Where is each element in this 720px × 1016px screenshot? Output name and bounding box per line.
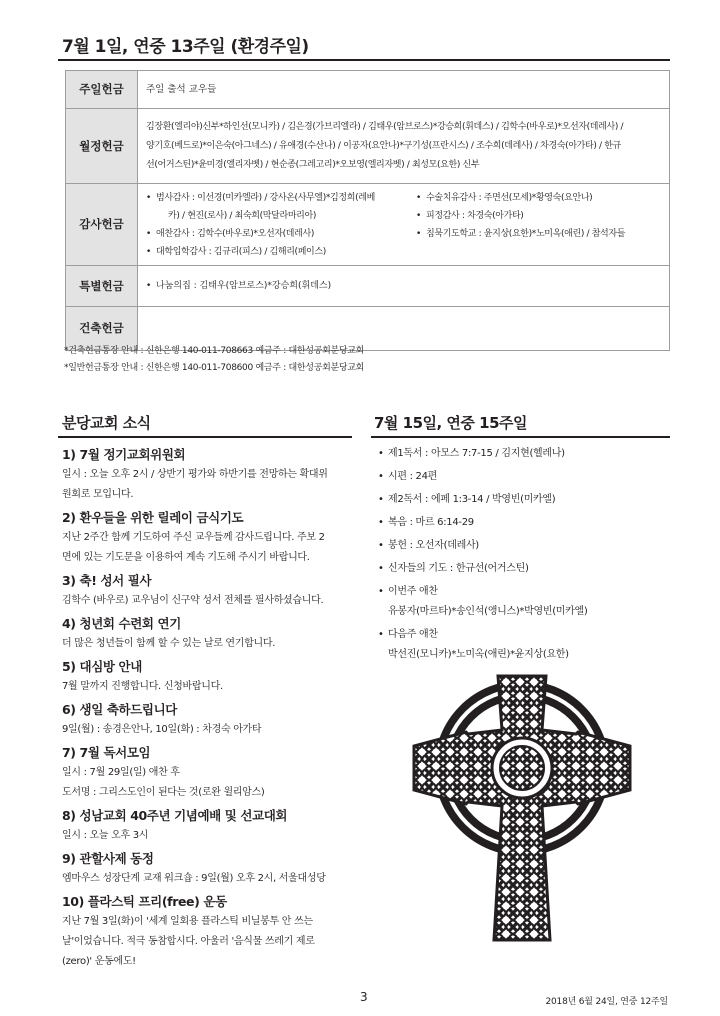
thanks-entry: • 애찬감사 : 김학수(바우로)*오선자(데레사) [146,225,416,243]
news-text: 일시 : 오늘 오후 3시 [62,830,149,841]
news-text: 일시 : 오늘 오후 2시 / 상반기 평가와 하반기를 전망하는 확대위 [62,469,328,480]
offering-table [65,70,670,351]
news-item [62,570,352,611]
news-heading: 9) 관할사제 동정 [62,851,154,866]
news-text: 원회로 모입니다. [62,489,134,500]
offering-line: 주일 출석 교우들 [146,84,217,95]
news-item [62,805,352,846]
reading-text: • 다음주 애찬 [388,629,438,640]
news-item [62,656,352,697]
news-text: 일시 : 7월 29일(일) 애찬 후 [62,767,180,778]
offering-row-sunday [66,71,670,109]
offering-content [138,266,670,307]
offering-row-monthly [66,109,670,184]
reading-text: • 신자들의 기도 : 한규선(어거스틴) [388,563,529,574]
reading-item [378,513,668,533]
offering-line: 선(어거스틴)*윤미경(엘리자벳) / 현순종(그레고리)*오보영(엘리자벳) / 최성모(요한) 신부 [146,159,480,170]
thanks-entry: • 침묵기도학교 : 윤지상(요한)*노미옥(애린) / 참석자들 [416,225,663,243]
reading-text: 유봉자(마르타)*송인석(앵니스)*박영빈(미카엘) [388,606,588,617]
offering-label: 주일헌금 [66,71,138,109]
news-heading: 4) 청년회 수련회 연기 [62,616,181,631]
reading-text: • 제1독서 : 아모스 7:7-15 / 김지현(헬레나) [388,448,565,459]
news-text: (zero)' 운동에도! [62,956,136,967]
title-divider [58,59,670,61]
thanks-entry: • 범사감사 : 이선경(미카엘라) / 강사온(사무엘)*김정희(레베 [146,189,416,207]
news-heading: 8) 성남교회 40주년 기념예배 및 선교대회 [62,808,288,823]
news-item [62,848,352,889]
news-list [62,444,352,974]
offering-content [138,184,670,266]
page-number: 3 [360,990,368,1004]
readings-title: 7월 15일, 연중 15주일 [374,414,527,432]
news-text: 지난 7월 3일(화)이 '세계 일회용 플라스틱 비닐봉투 안 쓰는 [62,916,313,927]
offering-line: 양기호(베드로)*이은숙(아그네스) / 유애경(수산나) / 이공자(요안나)*구기성(프란시스) / 조수희(데레사) / 차경숙(아가타) / 한규 [146,140,621,151]
news-item [62,699,352,740]
reading-text: • 봉헌 : 오선자(데레사) [388,540,479,551]
news-item [62,891,352,972]
news-heading: 10) 플라스틱 프리(free) 운동 [62,894,227,909]
reading-text: • 제2독서 : 에페 1:3-14 / 박영빈(미카엘) [388,494,556,505]
thanks-entry-continued: 카) / 현진(로사) / 최숙희(막달라마리아) [168,210,317,221]
offering-line: 김장환(엘리야)신부*하인선(모니카) / 김은경(가브리엘라) / 김태우(암브로스)*강승희(휘데스) / 김학수(바우로)*오선자(데레사) / [146,121,624,132]
news-divider [58,436,352,438]
news-text: 김학수 (바우로) 교우님이 신구약 성서 전체를 필사하셨습니다. [62,595,324,606]
news-text: 면에 있는 기도문을 이용하여 계속 기도해 주시기 바랍니다. [62,552,310,563]
reading-item [378,467,668,487]
thanks-entry: • 대학입학감사 : 김규리(피스) / 김해리(페이스) [146,243,416,261]
reading-item [378,625,668,665]
offering-label: 감사헌금 [66,184,138,266]
offering-row-thanks [66,184,670,266]
account-note: *일반헌금통장 안내 : 신한은행 140-011-708600 예금주 : 대한성공회분당교회 [64,363,365,373]
reading-item [378,490,668,510]
news-heading: 2) 환우들을 위한 릴레이 금식기도 [62,510,244,525]
reading-text: • 복음 : 마르 6:14-29 [388,517,474,528]
offering-content [138,109,670,184]
reading-text: 박선진(모니카)*노미옥(애린)*윤지상(요한) [388,649,569,660]
page-title: 7월 1일, 연중 13주일 (환경주일) [62,37,309,57]
news-text: 날'이었습니다. 적극 동참합시다. 아울러 '음식물 쓰레기 제로 [62,936,315,947]
reading-text: • 이번주 애찬 [388,586,438,597]
reading-item [378,444,668,464]
reading-item [378,536,668,556]
news-item [62,507,352,568]
news-text: 엠마우스 성장단계 교재 워크숍 : 9일(월) 오후 2시, 서울대성당 [62,873,326,884]
reading-item [378,559,668,579]
news-heading: 5) 대심방 안내 [62,659,142,674]
offering-row-special [66,266,670,307]
readings-list [378,444,668,668]
readings-divider [371,436,670,438]
news-text: 지난 2주간 함께 기도하여 주신 교우들께 감사드립니다. 주보 2 [62,532,325,543]
reading-item [378,582,668,622]
offering-label: 건축헌금 [66,307,138,351]
news-text: 9일(월) : 송경은안나, 10일(화) : 차경숙 아가타 [62,724,262,735]
news-item [62,742,352,803]
news-text: 도서명 : 그리스도인이 된다는 것(로완 윌리암스) [62,787,265,798]
thanks-entry: • 피정감사 : 차경숙(아가타) [416,207,663,225]
footer-date: 2018년 6월 24일, 연중 12주일 [545,997,668,1007]
thanks-entry: • 수술치유감사 : 주면선(모세)*황영숙(요안나) [416,189,663,207]
offering-line: • 나눔의집 : 김태우(암브로스)*강승희(휘데스) [146,277,663,296]
account-notes [64,343,364,377]
news-heading: 7) 7월 독서모임 [62,745,151,760]
news-heading: 3) 축! 성서 필사 [62,573,152,588]
news-text: 7월 말까지 진행합니다. 신청바랍니다. [62,681,223,692]
reading-text: • 시편 : 24편 [388,471,438,482]
news-title: 분당교회 소식 [62,414,151,432]
offering-content [138,71,670,109]
news-item [62,444,352,505]
account-note: *건축헌금통장 안내 : 신한은행 140-011-708663 예금주 : 대한성공회분당교회 [64,346,365,356]
celtic-cross-icon [408,668,636,948]
offering-label: 월정헌금 [66,109,138,184]
news-text: 더 많은 청년들이 함께 할 수 있는 날로 연기합니다. [62,638,276,649]
news-heading: 6) 생일 축하드립니다 [62,702,177,717]
offering-label: 특별헌금 [66,266,138,307]
thanks-right-column [416,189,663,261]
thanks-left-column [146,189,416,261]
news-item [62,613,352,654]
news-heading: 1) 7월 정기교회위원회 [62,447,186,462]
